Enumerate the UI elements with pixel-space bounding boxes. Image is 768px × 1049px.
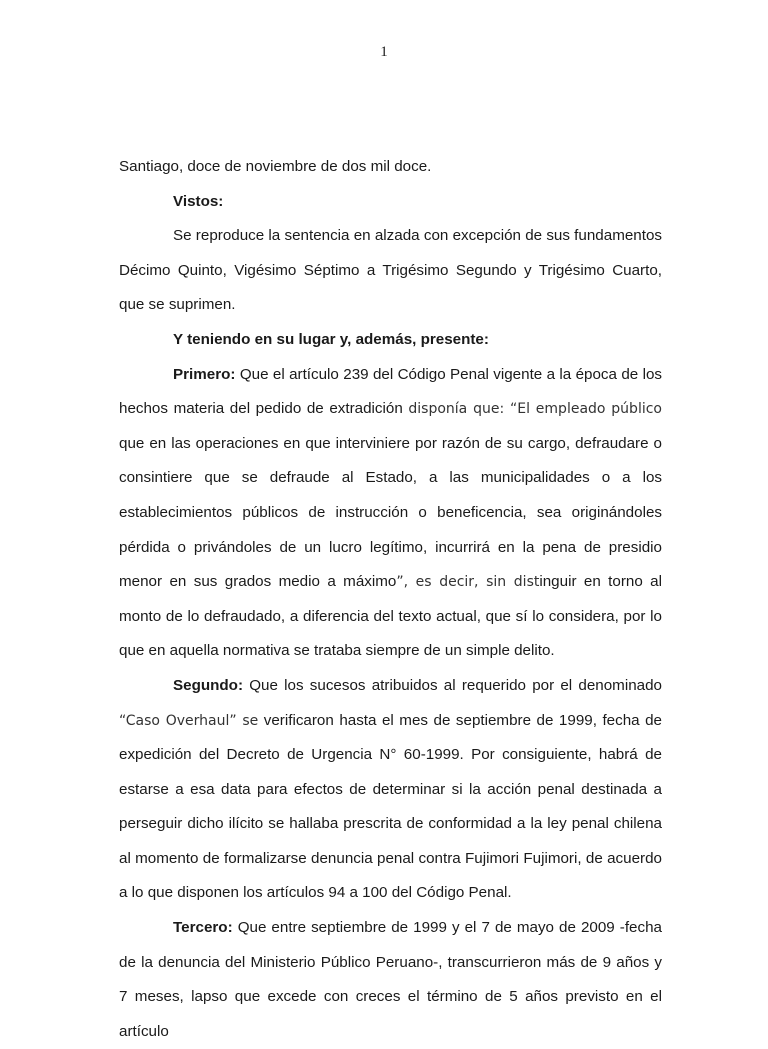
- teniendo-heading: Y teniendo en su lugar y, además, presente:: [173, 330, 489, 348]
- tercero-label: Tercero:: [173, 919, 233, 937]
- vistos-heading: Vistos:: [173, 192, 224, 210]
- primero-text-b: que en las operaciones en que interviniere por razón de su cargo, defraudare o consintiere que se defraude al Estado, a las municipalidades o a los establecimientos públicos de instrucción o beneficencia, sea originándoles pérdida o privándoles de un lucro legítimo, incurrirá en la pena de presidio menor en sus grados medio a máximo: [119, 434, 662, 591]
- paragraph-primero: [119, 358, 662, 669]
- primero-text-c: inguir en torno al monto de lo defraudado, a diferencia del texto actual, que sí lo considera, por lo que en aquella normativa se trataba siempre de un simple delito.: [119, 573, 663, 660]
- segundo-case-name: “Caso Overhaul” se: [119, 712, 259, 729]
- tercero-text: Que entre septiembre de 1999 y el 7 de mayo de 2009 -fecha de la denuncia del Ministerio Público Peruano-, transcurrieron más de 9 años y 7 meses, lapso que excede con creces el término de 5 años previsto en el artículo: [119, 919, 662, 1040]
- segundo-label: Segundo:: [173, 676, 244, 694]
- segundo-text-b: verificaron hasta el mes de septiembre de 1999, fecha de expedición del Decreto de Urgencia N° 60-1999. Por consiguiente, habrá de estarse a esa data para efectos de determinar si la acción penal destinada a perseguir dicho ilícito se hallaba prescrita de conformidad a la ley penal chilena al momento de formalizarse denuncia penal contra Fujimori Fujimori, de acuerdo a lo que disponen los artículos 94 a 100 del Código Penal.: [119, 711, 662, 902]
- paragraph-segundo: [119, 669, 662, 911]
- paragraph-reproduce: Se reproduce la sentencia en alzada con excepción de sus fundamentos Décimo Quinto, Vigésimo Séptimo a Trigésimo Segundo y Trigésimo Cuarto, que se suprimen.: [119, 227, 662, 314]
- primero-label: Primero:: [173, 365, 236, 383]
- paragraph-tercero: [119, 911, 662, 1049]
- page-number: 1: [380, 44, 388, 60]
- document-body: [119, 150, 662, 1049]
- primero-quote-intro: disponía que: “El empleado público: [408, 401, 662, 418]
- date-line: Santiago, doce de noviembre de dos mil doce.: [119, 158, 432, 175]
- primero-text-a: Que el artículo 239 del Código Penal vigente a la época de los hechos materia del pedido de extradición: [119, 365, 662, 418]
- primero-quote-end: ”, es decir, sin dist: [396, 574, 540, 591]
- segundo-text-a: Que los sucesos atribuidos al requerido por el denominado: [243, 676, 662, 694]
